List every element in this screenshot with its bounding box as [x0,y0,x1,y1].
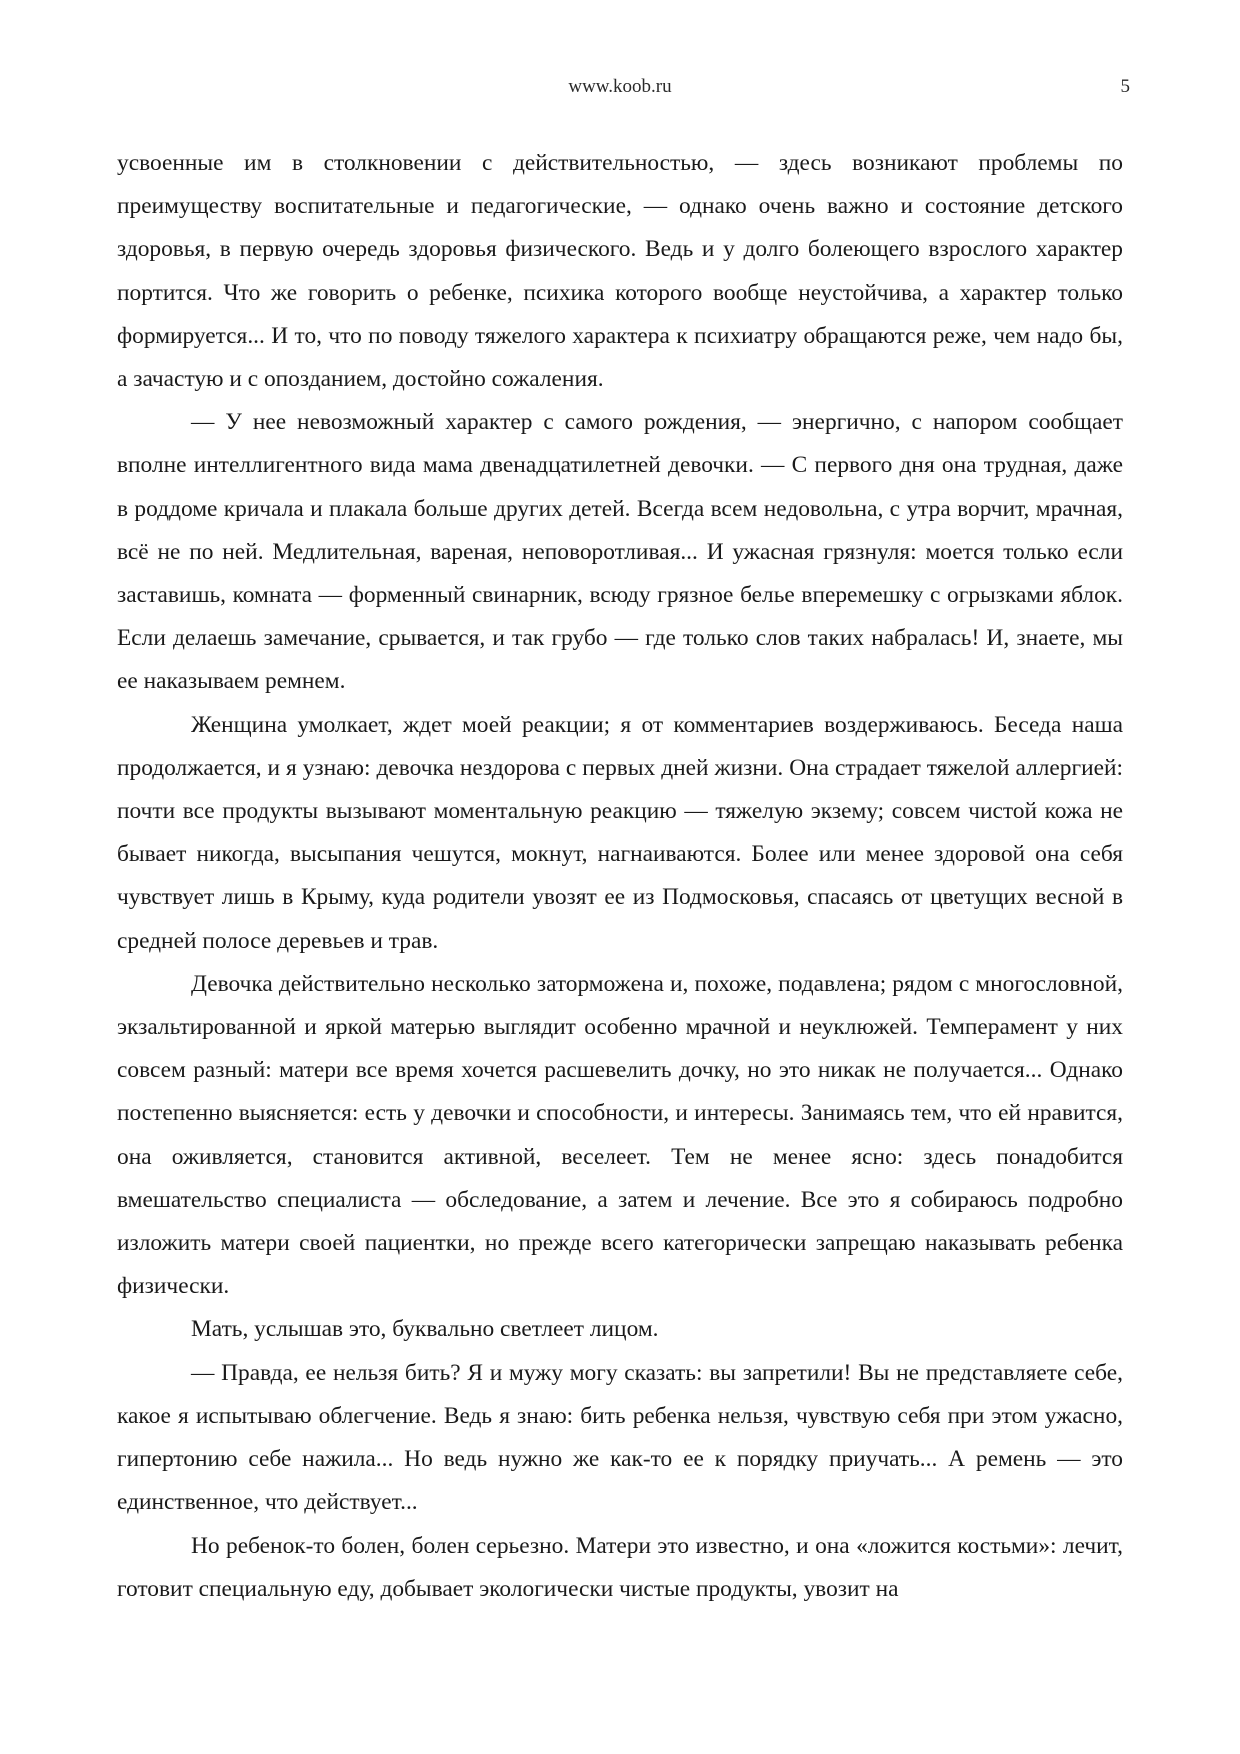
header-url: www.koob.ru [568,76,672,97]
paragraph-allergy: Женщина умолкает, ждет моей реакции; я от комментариев воздерживаюсь. Беседа наша продолжается, и я узнаю: девочка нездорова с первых дней жизни. Она страдает тяжелой аллергией: почти все продукты вызывают моментальную реакцию — тяжелую экзему; совсем чистой кожа не бывает никогда, высыпания чешутся, мокнут, нагнаиваются. Более или менее здоровой она себя чувствует лишь в Крыму, куда родители увозят ее из Подмосковья, спасаясь от цветущих весной в средней полосе деревьев и трав. [117,711,1123,954]
page-number: 5 [1120,76,1130,97]
paragraph-girl-description: Девочка действительно несколько заторможена и, похоже, подавлена; рядом с многословной, экзальтированной и яркой матерью выглядит особенно мрачной и неуклюжей. Темперамент у них совсем разный: матери все время хочется расшевелить дочку, но это никак не получается... Однако постепенно выясняется: есть у девочки и способности, и интересы. Занимаясь тем, что ей нравится, она оживляется, становится активной, веселеет. Тем не менее ясно: здесь понадобится вмешательство специалиста — обследование, а затем и лечение. Все это я собираюсь подробно изложить матери своей пациентки, но прежде всего категорически запрещаю наказывать ребенка физически. [117,970,1123,1300]
body-text [117,142,1123,1611]
paragraph-child-ill: Но ребенок-то болен, болен серьезно. Матери это известно, и она «ложится костьми»: лечит, готовит специальную еду, добывает экологически чистые продукты, увозит на [117,1532,1123,1602]
paragraph-mother-speech: — Правда, ее нельзя бить? Я и мужу могу сказать: вы запретили! Вы не представляете себе, какое я испытываю облегчение. Ведь я знаю: бить ребенка нельзя, чувствую себя при этом ужасно, гипертонию себе нажила... Но ведь нужно же как-то ее к порядку приучать... А ремень — это единственное, что действует... [117,1359,1123,1516]
paragraph-continued: усвоенные им в столкновении с действительностью, — здесь возникают проблемы по преимуществу воспитательные и педагогические, — однако очень важно и состояние детского здоровья, в первую очередь здоровья физического. Ведь и у долго болеющего взрослого характер портится. Что же говорить о ребенке, психика которого вообще неустойчива, а характер только формируется... И то, что по поводу тяжелого характера к психиатру обращаются реже, чем надо бы, а зачастую и с опозданием, достойно сожаления. [117,150,1123,393]
paragraph-mother-relief: Мать, услышав это, буквально светлеет лицом. [191,1316,659,1343]
paragraph-mother-complaint: — У нее невозможный характер с самого рождения, — энергично, с напором сообщает вполне интеллигентного вида мама двенадцатилетней девочки. — С первого дня она трудная, даже в роддоме кричала и плакала больше других детей. Всегда всем недовольна, с утра ворчит, мрачная, всё не по ней. Медлительная, вареная, неповоротливая... И ужасная грязнуля: моется только если заставишь, комната — форменный свинарник, всюду грязное белье вперемешку с огрызками яблок. Если делаешь замечание, срывается, и так грубо — где только слов таких набралась! И, знаете, мы ее наказываем ремнем. [117,409,1123,695]
